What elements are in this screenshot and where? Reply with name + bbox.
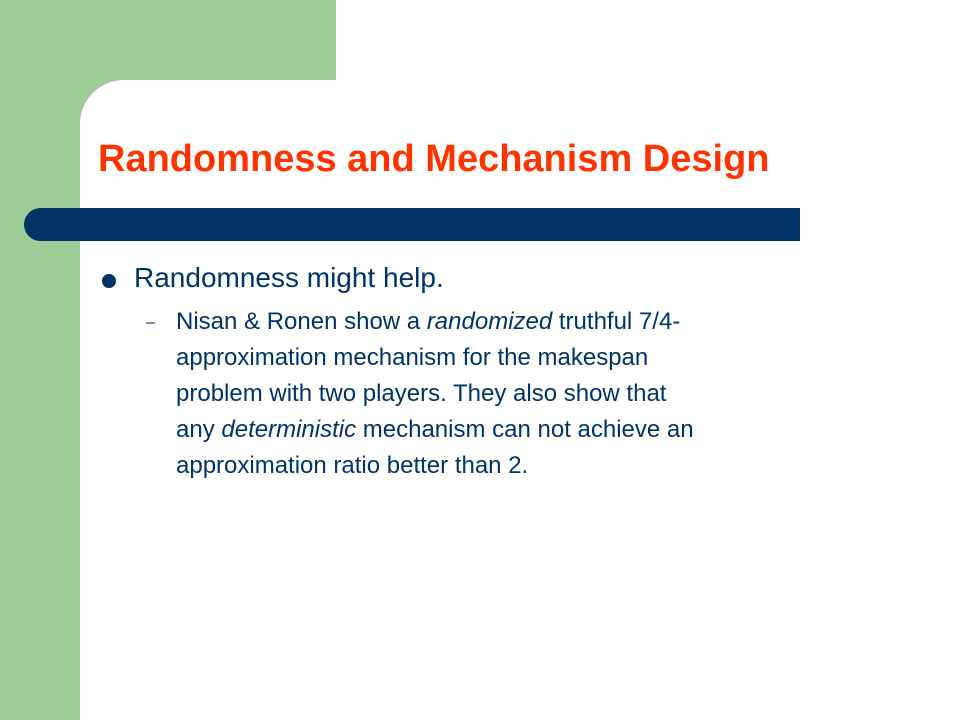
emphasis-text: randomized: [426, 308, 553, 335]
sub-bullet-dash: –: [146, 314, 155, 331]
sub-bullet-line: problem with two players. They also show that: [176, 380, 667, 407]
slide-title: Randomness and Mechanism Design: [98, 138, 770, 180]
sub-bullet-line: any deterministic mechanism can not achieve an: [176, 416, 694, 443]
bullet-text: Randomness might help.: [134, 262, 444, 293]
emphasis-text: deterministic: [221, 416, 357, 443]
sub-bullet-line: approximation mechanism for the makespan: [176, 344, 649, 371]
sub-bullet-line: approximation ratio better than 2.: [176, 452, 529, 479]
bullet-dot-icon: [102, 274, 116, 288]
sub-bullet-line: Nisan & Ronen show a randomized truthful 7/4-: [176, 308, 681, 335]
sub-bullet-text: [176, 304, 876, 484]
